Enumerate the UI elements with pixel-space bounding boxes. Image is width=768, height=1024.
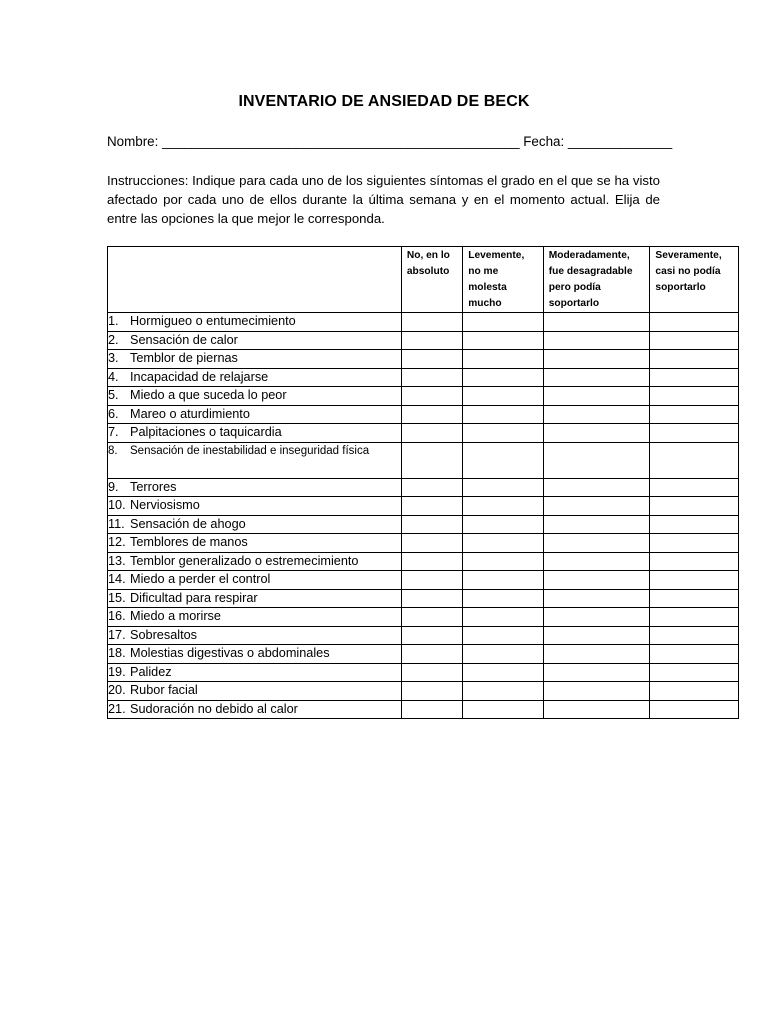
symptom-label: Dificultad para respirar [130, 590, 258, 605]
symptom-cell [108, 700, 402, 719]
answer-cell-moderadamente[interactable] [543, 682, 650, 701]
symptom-label: Rubor facial [130, 683, 198, 697]
answer-cell-levemente[interactable] [463, 442, 544, 478]
answer-cell-levemente[interactable] [463, 645, 544, 664]
symptom-cell [108, 682, 402, 701]
symptom-label: Molestias digestivas o abdominales [130, 646, 330, 660]
symptom-cell [108, 313, 402, 332]
answer-cell-moderadamente[interactable] [543, 442, 650, 478]
instructions-paragraph: Instrucciones: Indique para cada uno de los siguientes síntomas el grado en el que se ha visto afectado por cada uno de ellos durante la última semana y en el momento actual. Elija de entre las opciones la que mejor le corresponda. [107, 173, 660, 226]
answer-cell-severamente[interactable] [650, 313, 739, 332]
symptom-label: Nerviosismo [130, 498, 200, 512]
answer-cell-severamente[interactable] [650, 663, 739, 682]
answer-cell-no[interactable] [401, 608, 462, 627]
answer-cell-severamente[interactable] [650, 700, 739, 719]
table-row [108, 626, 739, 645]
symptom-number: 12. [108, 535, 126, 549]
answer-cell-levemente[interactable] [463, 424, 544, 443]
symptom-label: Terrores [130, 479, 177, 494]
answer-cell-levemente[interactable] [463, 682, 544, 701]
answer-cell-no[interactable] [401, 350, 462, 369]
symptom-number: 13. [108, 553, 126, 568]
symptom-number: 15. [108, 590, 126, 605]
name-date-line: Nombre: ________________________________________________ Fecha: ______________ [107, 134, 673, 149]
symptom-label: Miedo a morirse [130, 609, 221, 623]
symptom-number: 20. [108, 683, 126, 697]
answer-cell-severamente[interactable] [650, 478, 739, 497]
answer-cell-moderadamente[interactable] [543, 608, 650, 627]
symptom-label: Mareo o aturdimiento [130, 406, 250, 421]
header-levemente: Levemente, no me molesta mucho [463, 247, 544, 313]
answer-cell-moderadamente[interactable] [543, 552, 650, 571]
document-title: INVENTARIO DE ANSIEDAD DE BECK [238, 93, 530, 110]
table-row [108, 313, 739, 332]
symptom-cell [108, 387, 402, 406]
answer-cell-severamente[interactable] [650, 442, 739, 478]
symptom-number: 21. [108, 701, 126, 716]
symptom-number: 1. [108, 314, 119, 328]
answer-cell-levemente[interactable] [463, 663, 544, 682]
symptom-cell [108, 478, 402, 497]
answer-cell-no[interactable] [401, 645, 462, 664]
symptom-label: Hormigueo o entumecimiento [130, 314, 296, 328]
symptom-label: Sensación de calor [130, 332, 238, 347]
answer-cell-moderadamente[interactable] [543, 534, 650, 553]
table-row [108, 387, 739, 406]
symptom-label: Palpitaciones o taquicardia [130, 425, 282, 439]
table-row [108, 552, 739, 571]
answer-cell-moderadamente[interactable] [543, 571, 650, 590]
table-row [108, 534, 739, 553]
answer-cell-severamente[interactable] [650, 626, 739, 645]
symptom-label: Sobresaltos [130, 627, 197, 642]
symptom-number: 18. [108, 646, 126, 660]
answer-cell-no[interactable] [401, 478, 462, 497]
symptom-label: Temblores de manos [130, 535, 248, 549]
symptom-table [107, 246, 739, 719]
table-row [108, 663, 739, 682]
table-row [108, 515, 739, 534]
answer-cell-moderadamente[interactable] [543, 405, 650, 424]
answer-cell-no[interactable] [401, 497, 462, 516]
answer-cell-no[interactable] [401, 552, 462, 571]
table-row [108, 368, 739, 387]
table-row [108, 331, 739, 350]
table-row [108, 700, 739, 719]
answer-cell-no[interactable] [401, 571, 462, 590]
answer-cell-severamente[interactable] [650, 534, 739, 553]
answer-cell-moderadamente[interactable] [543, 424, 650, 443]
symptom-cell [108, 663, 402, 682]
symptom-number: 17. [108, 627, 126, 642]
answer-cell-moderadamente[interactable] [543, 663, 650, 682]
answer-cell-severamente[interactable] [650, 571, 739, 590]
symptom-label: Miedo a que suceda lo peor [130, 388, 287, 402]
answer-cell-moderadamente[interactable] [543, 700, 650, 719]
symptom-label: Sensación de inestabilidad e inseguridad física [130, 444, 370, 457]
header-severamente: Severamente, casi no podía soportarlo [650, 247, 739, 313]
answer-cell-moderadamente[interactable] [543, 313, 650, 332]
answer-cell-moderadamente[interactable] [543, 645, 650, 664]
table-row [108, 589, 739, 608]
symptom-number: 8. [108, 444, 118, 457]
symptom-label: Temblor generalizado o estremecimiento [130, 553, 359, 568]
symptom-cell [108, 571, 402, 590]
answer-cell-moderadamente[interactable] [543, 589, 650, 608]
symptom-cell [108, 645, 402, 664]
symptom-cell [108, 331, 402, 350]
symptom-cell [108, 589, 402, 608]
table-row [108, 608, 739, 627]
answer-cell-severamente[interactable] [650, 645, 739, 664]
answer-cell-moderadamente[interactable] [543, 497, 650, 516]
table-row [108, 424, 739, 443]
answer-cell-moderadamente[interactable] [543, 331, 650, 350]
answer-cell-severamente[interactable] [650, 589, 739, 608]
symptom-number: 11. [108, 516, 125, 531]
answer-cell-levemente[interactable] [463, 497, 544, 516]
header-moderadamente: Moderadamente, fue desagradable pero podía soportarlo [543, 247, 650, 313]
symptom-label: Sudoración no debido al calor [130, 701, 298, 716]
answer-cell-levemente[interactable] [463, 313, 544, 332]
table-header-row [108, 247, 739, 313]
answer-cell-levemente[interactable] [463, 387, 544, 406]
answer-cell-no[interactable] [401, 589, 462, 608]
symptom-label: Palidez [130, 664, 172, 679]
answer-cell-severamente[interactable] [650, 424, 739, 443]
symptom-number: 9. [108, 479, 119, 494]
answer-cell-no[interactable] [401, 424, 462, 443]
table-row [108, 350, 739, 369]
answer-cell-no[interactable] [401, 405, 462, 424]
symptom-label: Miedo a perder el control [130, 572, 271, 586]
answer-cell-no[interactable] [401, 387, 462, 406]
table-row [108, 645, 739, 664]
answer-cell-levemente[interactable] [463, 405, 544, 424]
answer-cell-no[interactable] [401, 700, 462, 719]
symptom-number: 2. [108, 332, 119, 347]
symptom-number: 3. [108, 351, 119, 365]
symptom-number: 7. [108, 425, 119, 439]
symptom-cell [108, 497, 402, 516]
answer-cell-moderadamente[interactable] [543, 515, 650, 534]
answer-cell-no[interactable] [401, 626, 462, 645]
answer-cell-severamente[interactable] [650, 368, 739, 387]
answer-cell-levemente[interactable] [463, 350, 544, 369]
table-row [108, 405, 739, 424]
symptom-cell [108, 608, 402, 627]
answer-cell-no[interactable] [401, 331, 462, 350]
symptom-cell [108, 552, 402, 571]
symptom-number: 6. [108, 406, 119, 421]
answer-cell-levemente[interactable] [463, 478, 544, 497]
answer-cell-no[interactable] [401, 442, 462, 478]
answer-cell-moderadamente[interactable] [543, 368, 650, 387]
answer-cell-no[interactable] [401, 515, 462, 534]
answer-cell-severamente[interactable] [650, 331, 739, 350]
answer-cell-moderadamente[interactable] [543, 626, 650, 645]
answer-cell-severamente[interactable] [650, 515, 739, 534]
answer-cell-no[interactable] [401, 534, 462, 553]
answer-cell-levemente[interactable] [463, 331, 544, 350]
answer-cell-severamente[interactable] [650, 350, 739, 369]
table-row [108, 478, 739, 497]
answer-cell-severamente[interactable] [650, 608, 739, 627]
answer-cell-levemente[interactable] [463, 626, 544, 645]
symptom-cell [108, 368, 402, 387]
symptom-label: Incapacidad de relajarse [130, 369, 269, 384]
answer-cell-levemente[interactable] [463, 608, 544, 627]
symptom-cell [108, 405, 402, 424]
symptom-label: Sensación de ahogo [130, 516, 246, 531]
symptom-cell [108, 534, 402, 553]
table-row [108, 497, 739, 516]
answer-cell-levemente[interactable] [463, 589, 544, 608]
answer-cell-moderadamente[interactable] [543, 478, 650, 497]
symptom-number: 19. [108, 664, 126, 679]
symptom-number: 5. [108, 388, 119, 402]
header-no-en-lo-absoluto: No, en lo absoluto [401, 247, 462, 313]
answer-cell-no[interactable] [401, 313, 462, 332]
answer-cell-severamente[interactable] [650, 387, 739, 406]
answer-cell-levemente[interactable] [463, 571, 544, 590]
symptom-cell [108, 442, 402, 478]
symptom-label: Temblor de piernas [130, 351, 238, 365]
answer-cell-no[interactable] [401, 368, 462, 387]
answer-cell-levemente[interactable] [463, 515, 544, 534]
answer-cell-no[interactable] [401, 663, 462, 682]
answer-cell-levemente[interactable] [463, 700, 544, 719]
symptom-cell [108, 626, 402, 645]
answer-cell-severamente[interactable] [650, 497, 739, 516]
answer-cell-levemente[interactable] [463, 534, 544, 553]
answer-cell-moderadamente[interactable] [543, 387, 650, 406]
header-symptom [108, 247, 402, 313]
symptom-number: 10. [108, 498, 126, 512]
answer-cell-levemente[interactable] [463, 368, 544, 387]
symptom-number: 4. [108, 369, 119, 384]
answer-cell-severamente[interactable] [650, 405, 739, 424]
symptom-number: 14. [108, 572, 126, 586]
table-row [108, 571, 739, 590]
answer-cell-no[interactable] [401, 682, 462, 701]
answer-cell-severamente[interactable] [650, 552, 739, 571]
symptom-number: 16. [108, 609, 126, 623]
table-row [108, 442, 739, 478]
answer-cell-levemente[interactable] [463, 552, 544, 571]
symptom-cell [108, 350, 402, 369]
symptom-cell [108, 515, 402, 534]
answer-cell-severamente[interactable] [650, 682, 739, 701]
table-row [108, 682, 739, 701]
symptom-cell [108, 424, 402, 443]
answer-cell-moderadamente[interactable] [543, 350, 650, 369]
